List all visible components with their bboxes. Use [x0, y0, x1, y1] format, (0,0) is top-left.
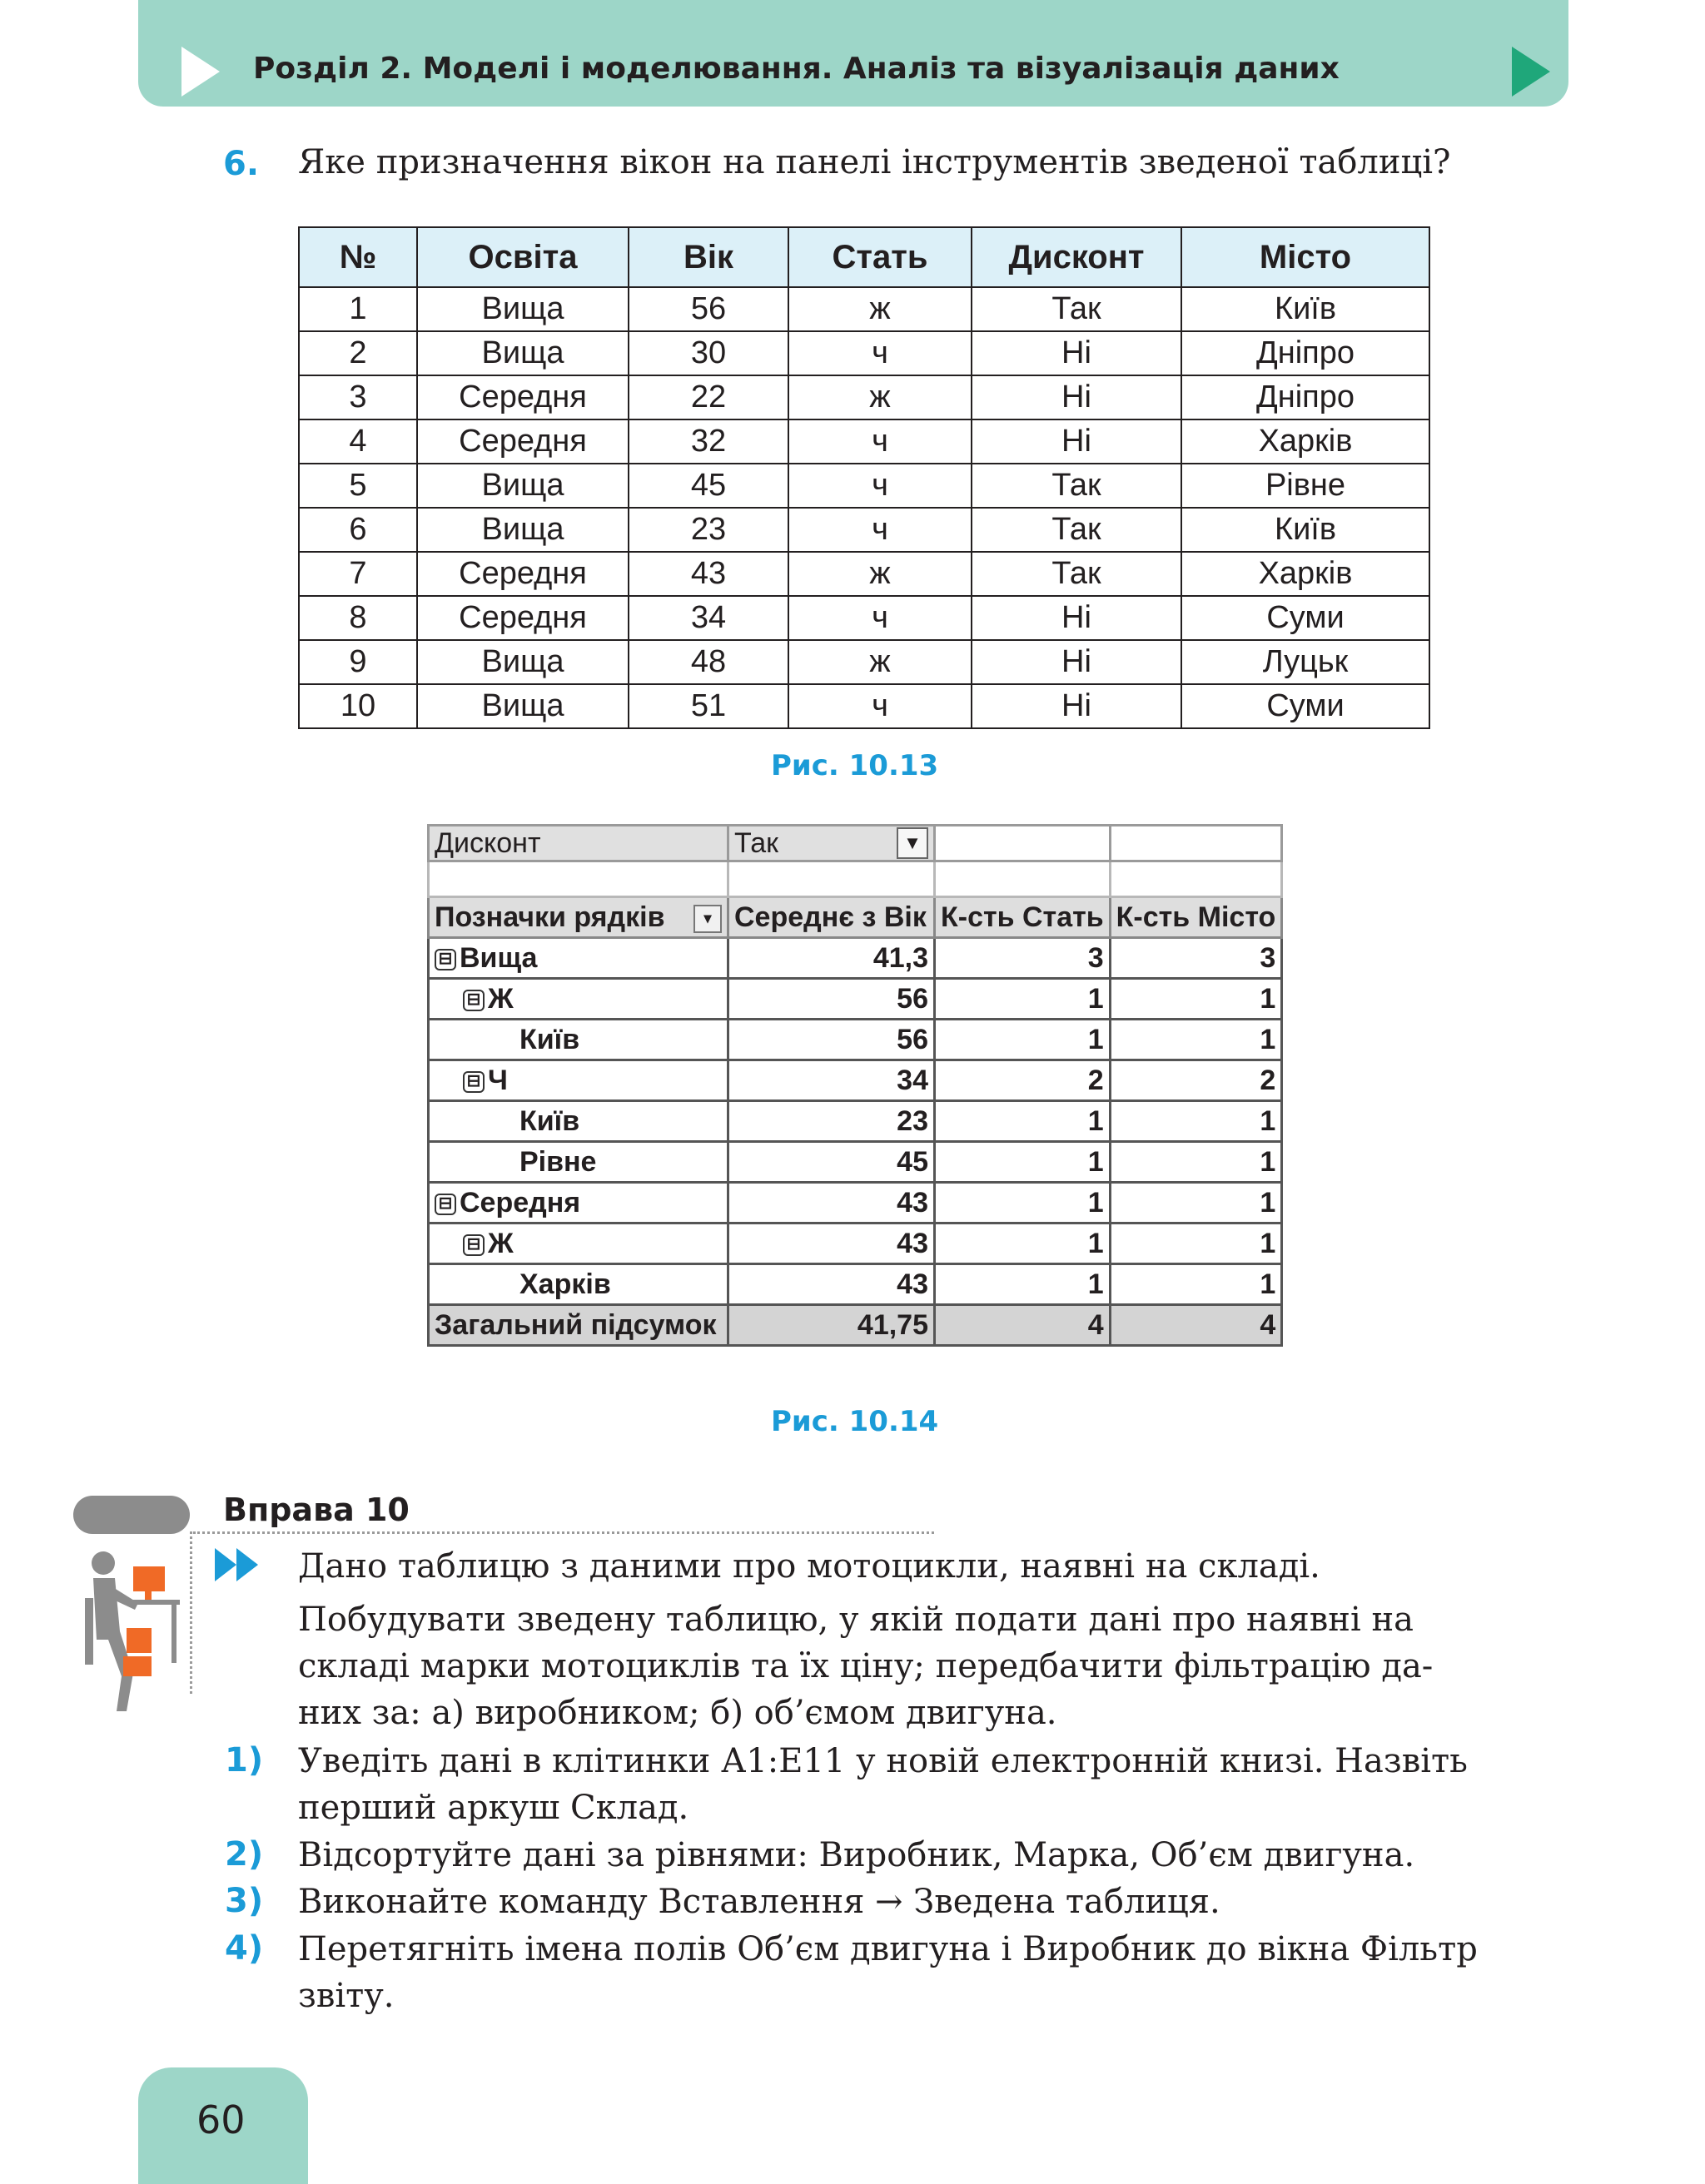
pivot-row-label [429, 1183, 728, 1224]
pivot-row-label [429, 979, 728, 1020]
step-text [298, 1926, 1478, 2019]
exercise-task [298, 1596, 1563, 1736]
pivot-header-label: Позначки рядків [435, 901, 665, 933]
question-number: 6. [223, 145, 260, 183]
pivot-row-label: Харків [429, 1264, 728, 1305]
table-cell: ж [788, 552, 972, 596]
table-cell: 32 [629, 419, 788, 464]
pivot-cell: 43 [728, 1264, 935, 1305]
pivot-row [429, 1060, 1282, 1101]
row-labels-dropdown-icon[interactable]: ▾ [693, 905, 722, 933]
table-cell: ч [788, 331, 972, 375]
pivot-filter-label: Дисконт [429, 826, 728, 861]
pivot-cell: 45 [728, 1142, 935, 1183]
pivot-cell: 1 [935, 1264, 1111, 1305]
table-cell: Суми [1181, 684, 1429, 728]
pivot-row [429, 1183, 1282, 1224]
table-cell: Рівне [1181, 464, 1429, 508]
pivot-cell: 1 [1110, 1142, 1282, 1183]
col-header-sex: Стать [788, 227, 972, 287]
pivot-cell: 1 [1110, 1224, 1282, 1264]
table-cell: Середня [417, 375, 629, 419]
pivot-cell: 2 [935, 1060, 1111, 1101]
step-number: 3) [225, 1882, 264, 1920]
table-row [299, 684, 1429, 728]
collapse-icon[interactable]: ⊟ [435, 1194, 456, 1215]
pivot-header-row [429, 897, 1282, 938]
table-cell: Вища [417, 464, 629, 508]
page-number: 60 [196, 2097, 246, 2142]
pivot-cell: 34 [728, 1060, 935, 1101]
pivot-cell: 3 [935, 938, 1111, 979]
pivot-label-text: Ч [488, 1064, 508, 1096]
step-line: Відсортуйте дані за рівнями: Виробник, Марка, Об’єм двигуна. [298, 1836, 1415, 1874]
pivot-cell: 1 [935, 1101, 1111, 1142]
table-cell: ч [788, 464, 972, 508]
pivot-cell: 1 [935, 979, 1111, 1020]
pivot-header-count-city: К-сть Місто [1110, 897, 1282, 938]
table-cell: ч [788, 508, 972, 552]
table-cell: Суми [1181, 596, 1429, 640]
table-cell: ж [788, 375, 972, 419]
step-line: звіту. [298, 1977, 395, 2015]
pivot-row-label [429, 1060, 728, 1101]
pivot-cell: 43 [728, 1224, 935, 1264]
table-cell: Вища [417, 640, 629, 684]
computer-user-icon [78, 1548, 181, 1718]
collapse-icon[interactable]: ⊟ [463, 990, 485, 1011]
exercise-marker [73, 1496, 190, 1534]
step-line: Виконайте команду Вставлення → Зведена таблиця. [298, 1883, 1220, 1921]
table-cell: 51 [629, 684, 788, 728]
pivot-table-10-14 [427, 824, 1283, 1347]
pivot-cell: 1 [1110, 1183, 1282, 1224]
step-line: перший аркуш Склад. [298, 1789, 689, 1827]
step-number: 4) [225, 1929, 264, 1968]
table-cell: 3 [299, 375, 417, 419]
table-cell: 2 [299, 331, 417, 375]
pivot-empty-cell [1110, 861, 1282, 897]
table-cell: Ні [972, 684, 1181, 728]
table-cell: 7 [299, 552, 417, 596]
pivot-filter-row [429, 826, 1282, 861]
table-cell: 5 [299, 464, 417, 508]
table-cell: 4 [299, 419, 417, 464]
table-cell: ч [788, 419, 972, 464]
pivot-label-text: Ж [488, 982, 514, 1015]
pivot-total-row [429, 1305, 1282, 1346]
task-line: складі марки мотоциклів та їх ціну; передбачити фільтрацію да- [298, 1647, 1434, 1685]
table-cell: 30 [629, 331, 788, 375]
col-header-city: Місто [1181, 227, 1429, 287]
table-cell: Київ [1181, 287, 1429, 331]
collapse-icon[interactable]: ⊟ [463, 1071, 485, 1093]
pivot-cell: 3 [1110, 938, 1282, 979]
pivot-header-count-sex: К-сть Стать [935, 897, 1111, 938]
step-number: 2) [225, 1835, 264, 1874]
table-cell: Так [972, 287, 1181, 331]
pivot-label-text: Середня [460, 1186, 581, 1219]
pivot-cell: 1 [935, 1183, 1111, 1224]
step-text [298, 1738, 1468, 1831]
table-cell: Вища [417, 684, 629, 728]
table-cell: 22 [629, 375, 788, 419]
table-row [299, 331, 1429, 375]
collapse-icon[interactable]: ⊟ [463, 1234, 485, 1256]
table-cell: 48 [629, 640, 788, 684]
pivot-label-text: Вища [460, 941, 538, 974]
table-row [299, 596, 1429, 640]
table-cell: Ні [972, 640, 1181, 684]
table-cell: Середня [417, 596, 629, 640]
table-cell: Харків [1181, 419, 1429, 464]
exercise-intro: Дано таблицю з даними про мотоцикли, наявні на складі. [298, 1547, 1320, 1586]
pivot-row [429, 1224, 1282, 1264]
pivot-row [429, 1264, 1282, 1305]
task-line: Побудувати зведену таблицю, у якій подати дані про наявні на [298, 1601, 1414, 1639]
table-cell: 45 [629, 464, 788, 508]
data-table-10-13 [298, 226, 1430, 729]
table-cell: Вища [417, 287, 629, 331]
col-header-education: Освіта [417, 227, 629, 287]
pivot-cell: 56 [728, 1020, 935, 1060]
table-row [299, 552, 1429, 596]
pivot-total-cell: 4 [935, 1305, 1111, 1346]
step-number: 1) [225, 1741, 264, 1779]
table-cell: Дніпро [1181, 375, 1429, 419]
pivot-cell: 41,3 [728, 938, 935, 979]
exercise-divider-vertical [190, 1531, 192, 1694]
pivot-row-labels-header[interactable] [429, 897, 728, 938]
figure-caption-10-13: Рис. 10.13 [771, 749, 939, 782]
table-cell: 10 [299, 684, 417, 728]
table-cell: 34 [629, 596, 788, 640]
step-line: Перетягніть імена полів Об’єм двигуна і Виробник до вікна Фільтр [298, 1930, 1478, 1968]
pivot-row-label: Київ [429, 1101, 728, 1142]
pivot-cell: 1 [1110, 1264, 1282, 1305]
pivot-row-label [429, 1224, 728, 1264]
col-header-discount: Дисконт [972, 227, 1181, 287]
pivot-cell: 1 [1110, 1020, 1282, 1060]
pivot-total-cell: 41,75 [728, 1305, 935, 1346]
question-text: Яке призначення вікон на панелі інструментів зведеної таблиці? [298, 143, 1451, 181]
table-cell: 8 [299, 596, 417, 640]
pivot-empty-cell [728, 861, 935, 897]
pivot-empty-cell [935, 826, 1111, 861]
header-right-arrow-icon [1512, 47, 1550, 97]
pivot-row-label: Київ [429, 1020, 728, 1060]
table-cell: 1 [299, 287, 417, 331]
header-left-arrow-icon [181, 47, 220, 97]
pivot-row [429, 938, 1282, 979]
step-line: Уведіть дані в клітинки А1:Е11 у новій електронній книзі. Назвіть [298, 1742, 1468, 1780]
pivot-blank-row [429, 861, 1282, 897]
table-row [299, 287, 1429, 331]
pivot-row [429, 1142, 1282, 1183]
pivot-cell: 56 [728, 979, 935, 1020]
table-row [299, 508, 1429, 552]
pivot-cell: 1 [935, 1142, 1111, 1183]
pivot-label-text: Ж [488, 1227, 514, 1259]
table-cell: Так [972, 508, 1181, 552]
table-cell: Так [972, 552, 1181, 596]
pivot-empty-cell [935, 861, 1111, 897]
pivot-total-label: Загальний підсумок [429, 1305, 728, 1346]
table-cell: ж [788, 640, 972, 684]
pivot-cell: 2 [1110, 1060, 1282, 1101]
table-cell: ч [788, 596, 972, 640]
table-row [299, 464, 1429, 508]
col-header-num: № [299, 227, 417, 287]
section-title: Розділ 2. Моделі і моделювання. Аналіз та візуалізація даних [253, 52, 1340, 86]
table-cell: 56 [629, 287, 788, 331]
pivot-cell: 23 [728, 1101, 935, 1142]
table-row [299, 375, 1429, 419]
pivot-filter-value: Так [734, 826, 779, 859]
table-cell: 9 [299, 640, 417, 684]
figure-caption-10-14: Рис. 10.14 [771, 1405, 939, 1438]
table-header-row [299, 227, 1429, 287]
pivot-cell: 1 [935, 1020, 1111, 1060]
pivot-cell: 1 [935, 1224, 1111, 1264]
pivot-filter-value-cell[interactable] [728, 826, 935, 861]
table-cell: Дніпро [1181, 331, 1429, 375]
table-cell: 43 [629, 552, 788, 596]
pivot-row-label: Рівне [429, 1142, 728, 1183]
table-cell: Харків [1181, 552, 1429, 596]
pivot-empty-cell [429, 861, 728, 897]
table-cell: 23 [629, 508, 788, 552]
table-cell: Вища [417, 508, 629, 552]
pivot-empty-cell [1110, 826, 1282, 861]
col-header-age: Вік [629, 227, 788, 287]
pivot-row-label [429, 938, 728, 979]
pivot-header-avg-age: Середнє з Вік [728, 897, 935, 938]
exercise-title: Вправа 10 [223, 1492, 410, 1528]
exercise-divider [193, 1531, 934, 1534]
pivot-row [429, 1101, 1282, 1142]
double-arrow-icon [215, 1548, 261, 1585]
table-cell: Середня [417, 419, 629, 464]
table-cell: Вища [417, 331, 629, 375]
table-cell: ч [788, 684, 972, 728]
table-cell: Ні [972, 596, 1181, 640]
pivot-row [429, 1020, 1282, 1060]
table-row [299, 419, 1429, 464]
pivot-cell: 1 [1110, 1101, 1282, 1142]
table-cell: 6 [299, 508, 417, 552]
pivot-row [429, 979, 1282, 1020]
table-cell: Ні [972, 331, 1181, 375]
table-cell: Ні [972, 375, 1181, 419]
pivot-cell: 1 [1110, 979, 1282, 1020]
table-cell: Ні [972, 419, 1181, 464]
table-cell: Так [972, 464, 1181, 508]
table-cell: Луцьк [1181, 640, 1429, 684]
collapse-icon[interactable]: ⊟ [435, 949, 456, 970]
filter-dropdown-icon[interactable]: ▼ [897, 827, 928, 859]
table-cell: Середня [417, 552, 629, 596]
pivot-cell: 43 [728, 1183, 935, 1224]
table-cell: Київ [1181, 508, 1429, 552]
task-line: них за: а) виробником; б) об’ємом двигуна. [298, 1694, 1057, 1732]
table-row [299, 640, 1429, 684]
pivot-total-cell: 4 [1110, 1305, 1282, 1346]
table-cell: ж [788, 287, 972, 331]
